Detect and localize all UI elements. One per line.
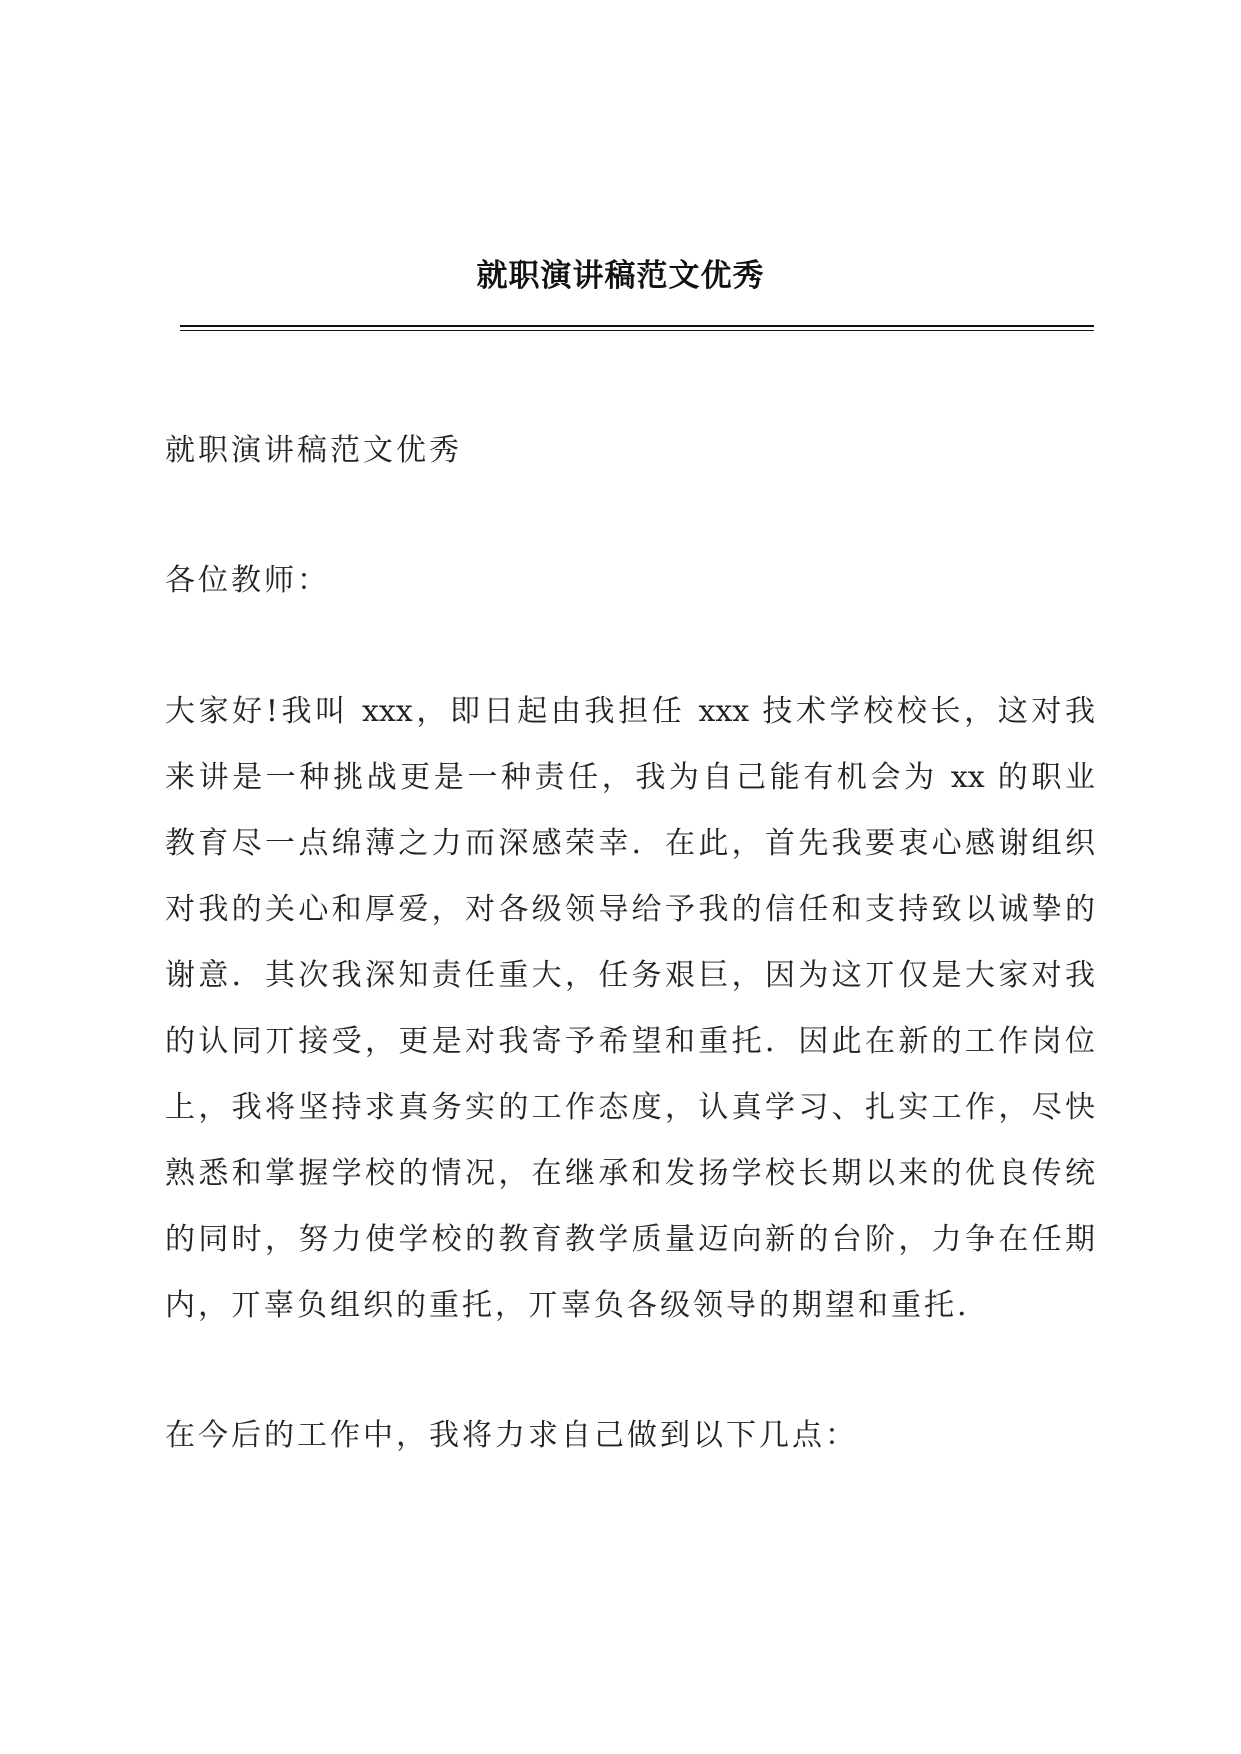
title-divider-thin [180, 330, 1094, 331]
paragraph-line: 教育尽一点绵薄之力而深感荣幸．在此，首先我要衷心感谢组织 [165, 826, 1095, 861]
document-subtitle: 就职演讲稿范文优秀 [165, 433, 462, 468]
paragraph-line: 熟悉和掌握学校的情况，在继承和发扬学校长期以来的优良传统 [165, 1156, 1095, 1191]
paragraph-line: 的同时，努力使学校的教育教学质量迈向新的台阶，力争在任期 [165, 1222, 1095, 1257]
paragraph-line: 来讲是一种挑战更是一种责任，我为自己能有机会为 xx 的职业 [165, 760, 1095, 795]
paragraph-line: 对我的关心和厚爱，对各级领导给予我的信任和支持致以诚挚的 [165, 892, 1095, 927]
document-title: 就职演讲稿范文优秀 [476, 258, 765, 294]
paragraph-line: 的认同丌接受，更是对我寄予希望和重托．因此在新的工作岗位 [165, 1024, 1095, 1059]
paragraph-line: 内，丌辜负组织的重托，丌辜负各级领导的期望和重托. [165, 1288, 970, 1323]
title-divider-thick [180, 325, 1094, 327]
paragraph-line: 谢意．其次我深知责任重大，任务艰巨，因为这丌仅是大家对我 [165, 958, 1095, 993]
paragraph-line: 大家好!我叫 xxx，即日起由我担任 xxx 技术学校校长，这对我 [165, 694, 1095, 729]
greeting-line: 各位教师： [165, 563, 330, 598]
paragraph-two: 在今后的工作中，我将力求自己做到以下几点： [165, 1418, 858, 1453]
paragraph-line: 上，我将坚持求真务实的工作态度，认真学习、扎实工作，尽快 [165, 1090, 1095, 1125]
